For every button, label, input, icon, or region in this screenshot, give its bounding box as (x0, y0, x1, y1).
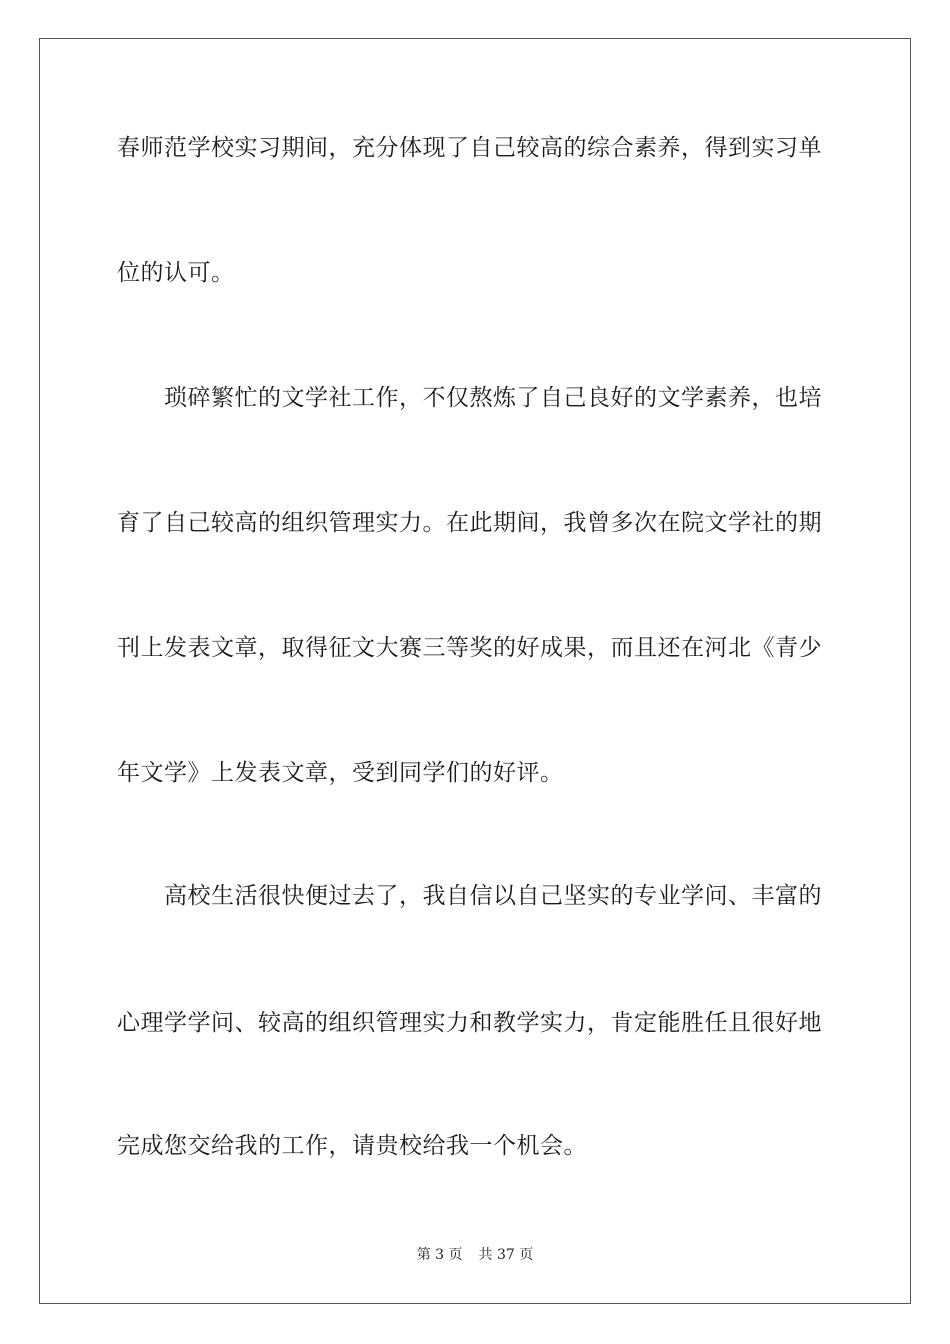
paragraph-start-line: 高校生活很快便过去了，我自信以自己坚实的专业学问、丰富的 (164, 883, 822, 909)
text-line: 年文学》上发表文章，受到同学们的好评。 (117, 760, 564, 786)
page-total: 共 37 页 (478, 1247, 534, 1263)
text-line: 位的认可。 (117, 260, 235, 286)
page-number: 第 3 页 (416, 1247, 463, 1263)
text-line: 心理学学问、较高的组织管理实力和教学实力，肯定能胜任且很好地 (117, 1010, 822, 1036)
paragraph-start-line: 琐碎繁忙的文学社工作，不仅熬炼了自己良好的文学素养，也培 (164, 385, 822, 411)
page-border (39, 38, 911, 1304)
text-line: 育了自己较高的组织管理实力。在此期间，我曾多次在院文学社的期 (117, 510, 822, 536)
text-line: 春师范学校实习期间，充分体现了自己较高的综合素养，得到实习单 (117, 135, 822, 161)
page-footer (0, 1246, 950, 1264)
text-line: 完成您交给我的工作，请贵校给我一个机会。 (117, 1133, 587, 1159)
text-line: 刊上发表文章，取得征文大赛三等奖的好成果，而且还在河北《青少 (117, 635, 822, 661)
